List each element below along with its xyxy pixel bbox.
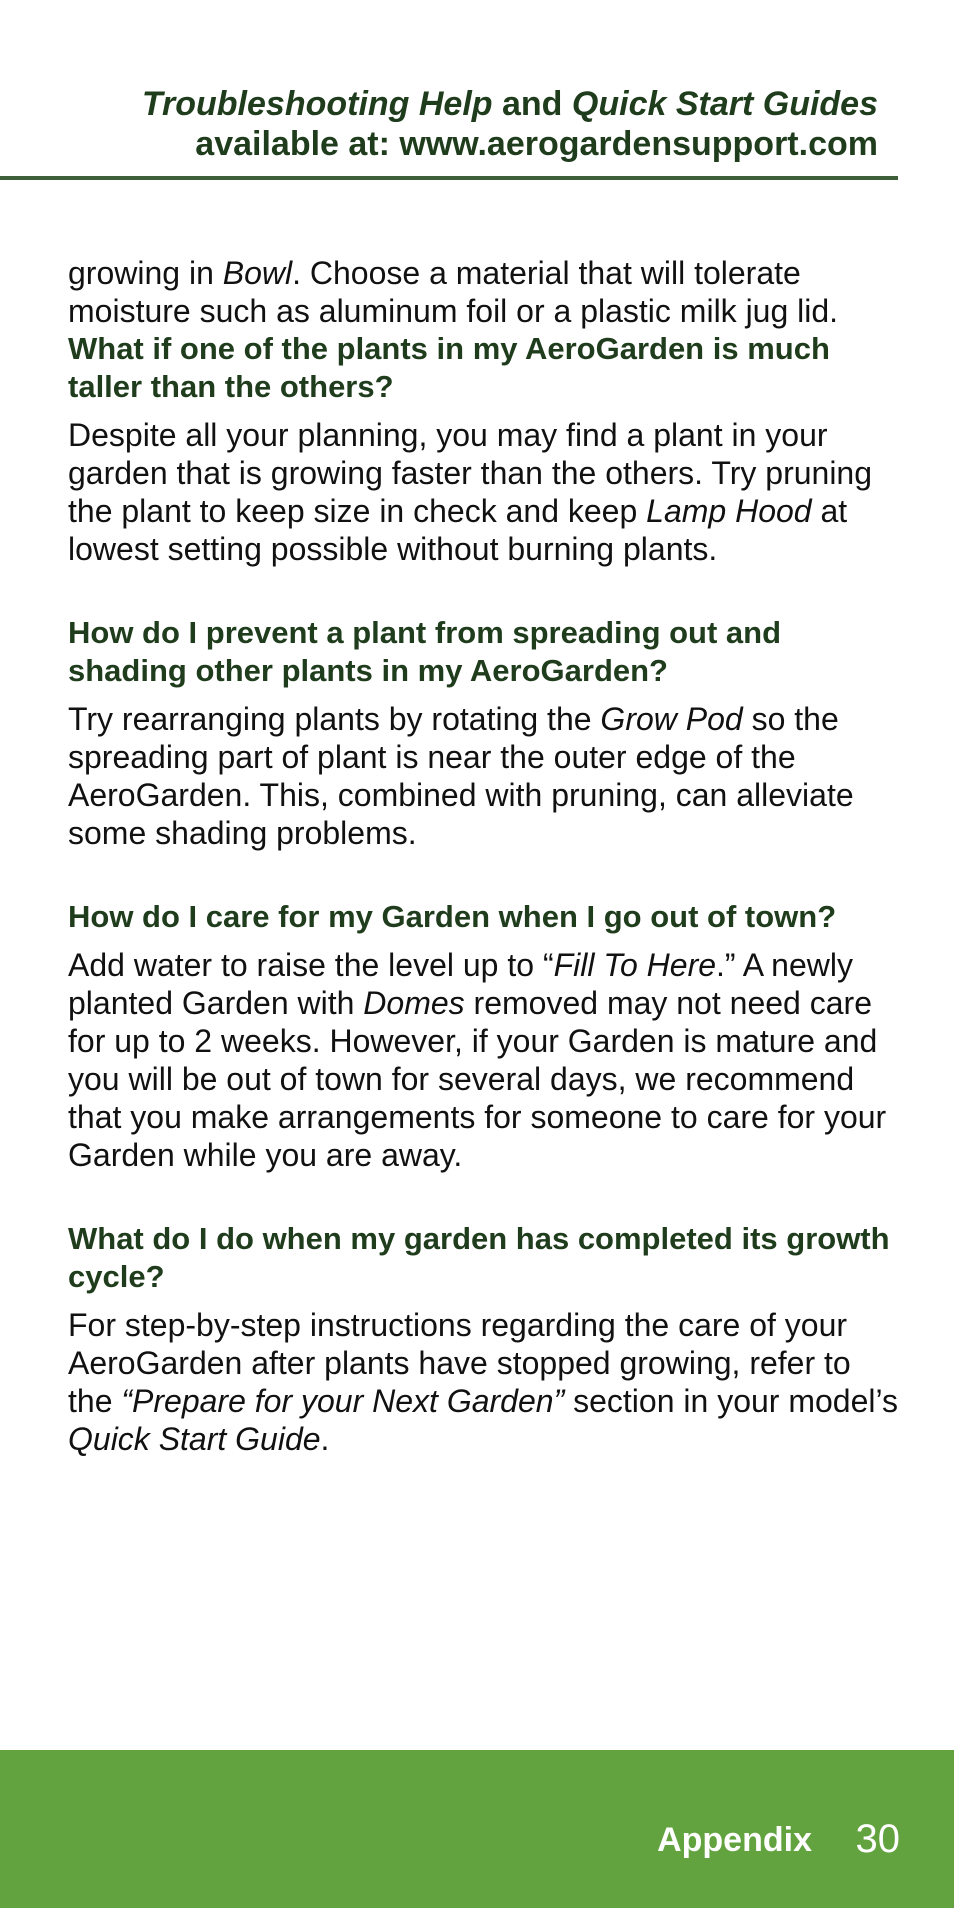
faq-answer-4-start: For step-by-step instructions regarding the care of your AeroGarden after plants have stopped growing, refer to the bbox=[68, 1307, 851, 1419]
faq-answer-2-start: Try rearranging plants by rotating the bbox=[68, 701, 601, 737]
intro-text-start: growing in bbox=[68, 255, 223, 291]
page-content bbox=[68, 254, 898, 1504]
faq-answer-3-end: removed may not need care for up to 2 weeks. However, if your Garden is mature and you will be out of town for several days, we recommend that you make arrangements for someone to care for your Garden while you are away. bbox=[68, 985, 887, 1173]
faq-answer-1 bbox=[68, 416, 898, 568]
faq-answer-4-emphasis-1: “Prepare for your Next Garden” bbox=[121, 1383, 565, 1419]
header-troubleshooting: Troubleshooting Help bbox=[141, 85, 493, 123]
faq-question-3: How do I care for my Garden when I go out of town? bbox=[68, 899, 837, 934]
faq-answer-2-emphasis: Grow Pod bbox=[600, 701, 743, 737]
faq-item-2 bbox=[68, 614, 898, 852]
faq-answer-4-middle: section in your model’s bbox=[564, 1383, 899, 1419]
header-quickstart: Quick Start Guides bbox=[571, 85, 878, 123]
faq-item-1 bbox=[68, 330, 898, 568]
intro-emphasis: Bowl bbox=[222, 255, 293, 291]
footer-section-label: Appendix bbox=[657, 1821, 812, 1859]
faq-answer-4-end: . bbox=[320, 1421, 330, 1457]
faq-answer-3-middle: .” A newly planted Garden with bbox=[68, 947, 853, 1021]
page-number: 30 bbox=[855, 1817, 900, 1861]
header-and: and bbox=[492, 85, 572, 123]
header-divider bbox=[0, 176, 898, 180]
faq-question-4: What do I do when my garden has completed its growth cycle? bbox=[68, 1221, 890, 1294]
faq-item-4 bbox=[68, 1220, 898, 1458]
header-line-1 bbox=[58, 84, 878, 124]
faq-answer-3 bbox=[68, 946, 898, 1174]
header-line-2: available at: www.aerogardensupport.com bbox=[195, 125, 878, 163]
intro-text-end: . Choose a material that will tolerate moisture such as aluminum foil or a plastic milk jug lid. bbox=[68, 255, 839, 329]
faq-answer-2 bbox=[68, 700, 898, 852]
faq-answer-3-emphasis-2: Domes bbox=[363, 985, 465, 1021]
intro-paragraph bbox=[68, 254, 898, 330]
faq-question-2: How do I prevent a plant from spreading out and shading other plants in my AeroGarden? bbox=[68, 615, 782, 688]
faq-answer-3-emphasis-1: Fill To Here bbox=[553, 947, 717, 983]
faq-answer-3-start: Add water to raise the level up to “ bbox=[68, 947, 554, 983]
faq-answer-4-emphasis-2: Quick Start Guide bbox=[68, 1421, 321, 1457]
faq-answer-1-start: Despite all your planning, you may find a plant in your garden that is growing faster than the others. Try pruning the plant to keep size in check and keep bbox=[68, 417, 873, 529]
faq-item-3 bbox=[68, 898, 898, 1174]
page-footer bbox=[0, 1750, 954, 1908]
faq-answer-1-end: at lowest setting possible without burning plants. bbox=[68, 493, 848, 567]
faq-answer-2-end: so the spreading part of plant is near the outer edge of the AeroGarden. This, combined with pruning, can alleviate some shading problems. bbox=[68, 701, 854, 851]
faq-answer-4 bbox=[68, 1306, 898, 1458]
faq-question-1: What if one of the plants in my AeroGarden is much taller than the others? bbox=[68, 331, 830, 404]
faq-answer-1-emphasis: Lamp Hood bbox=[646, 493, 812, 529]
page-header bbox=[58, 84, 878, 164]
